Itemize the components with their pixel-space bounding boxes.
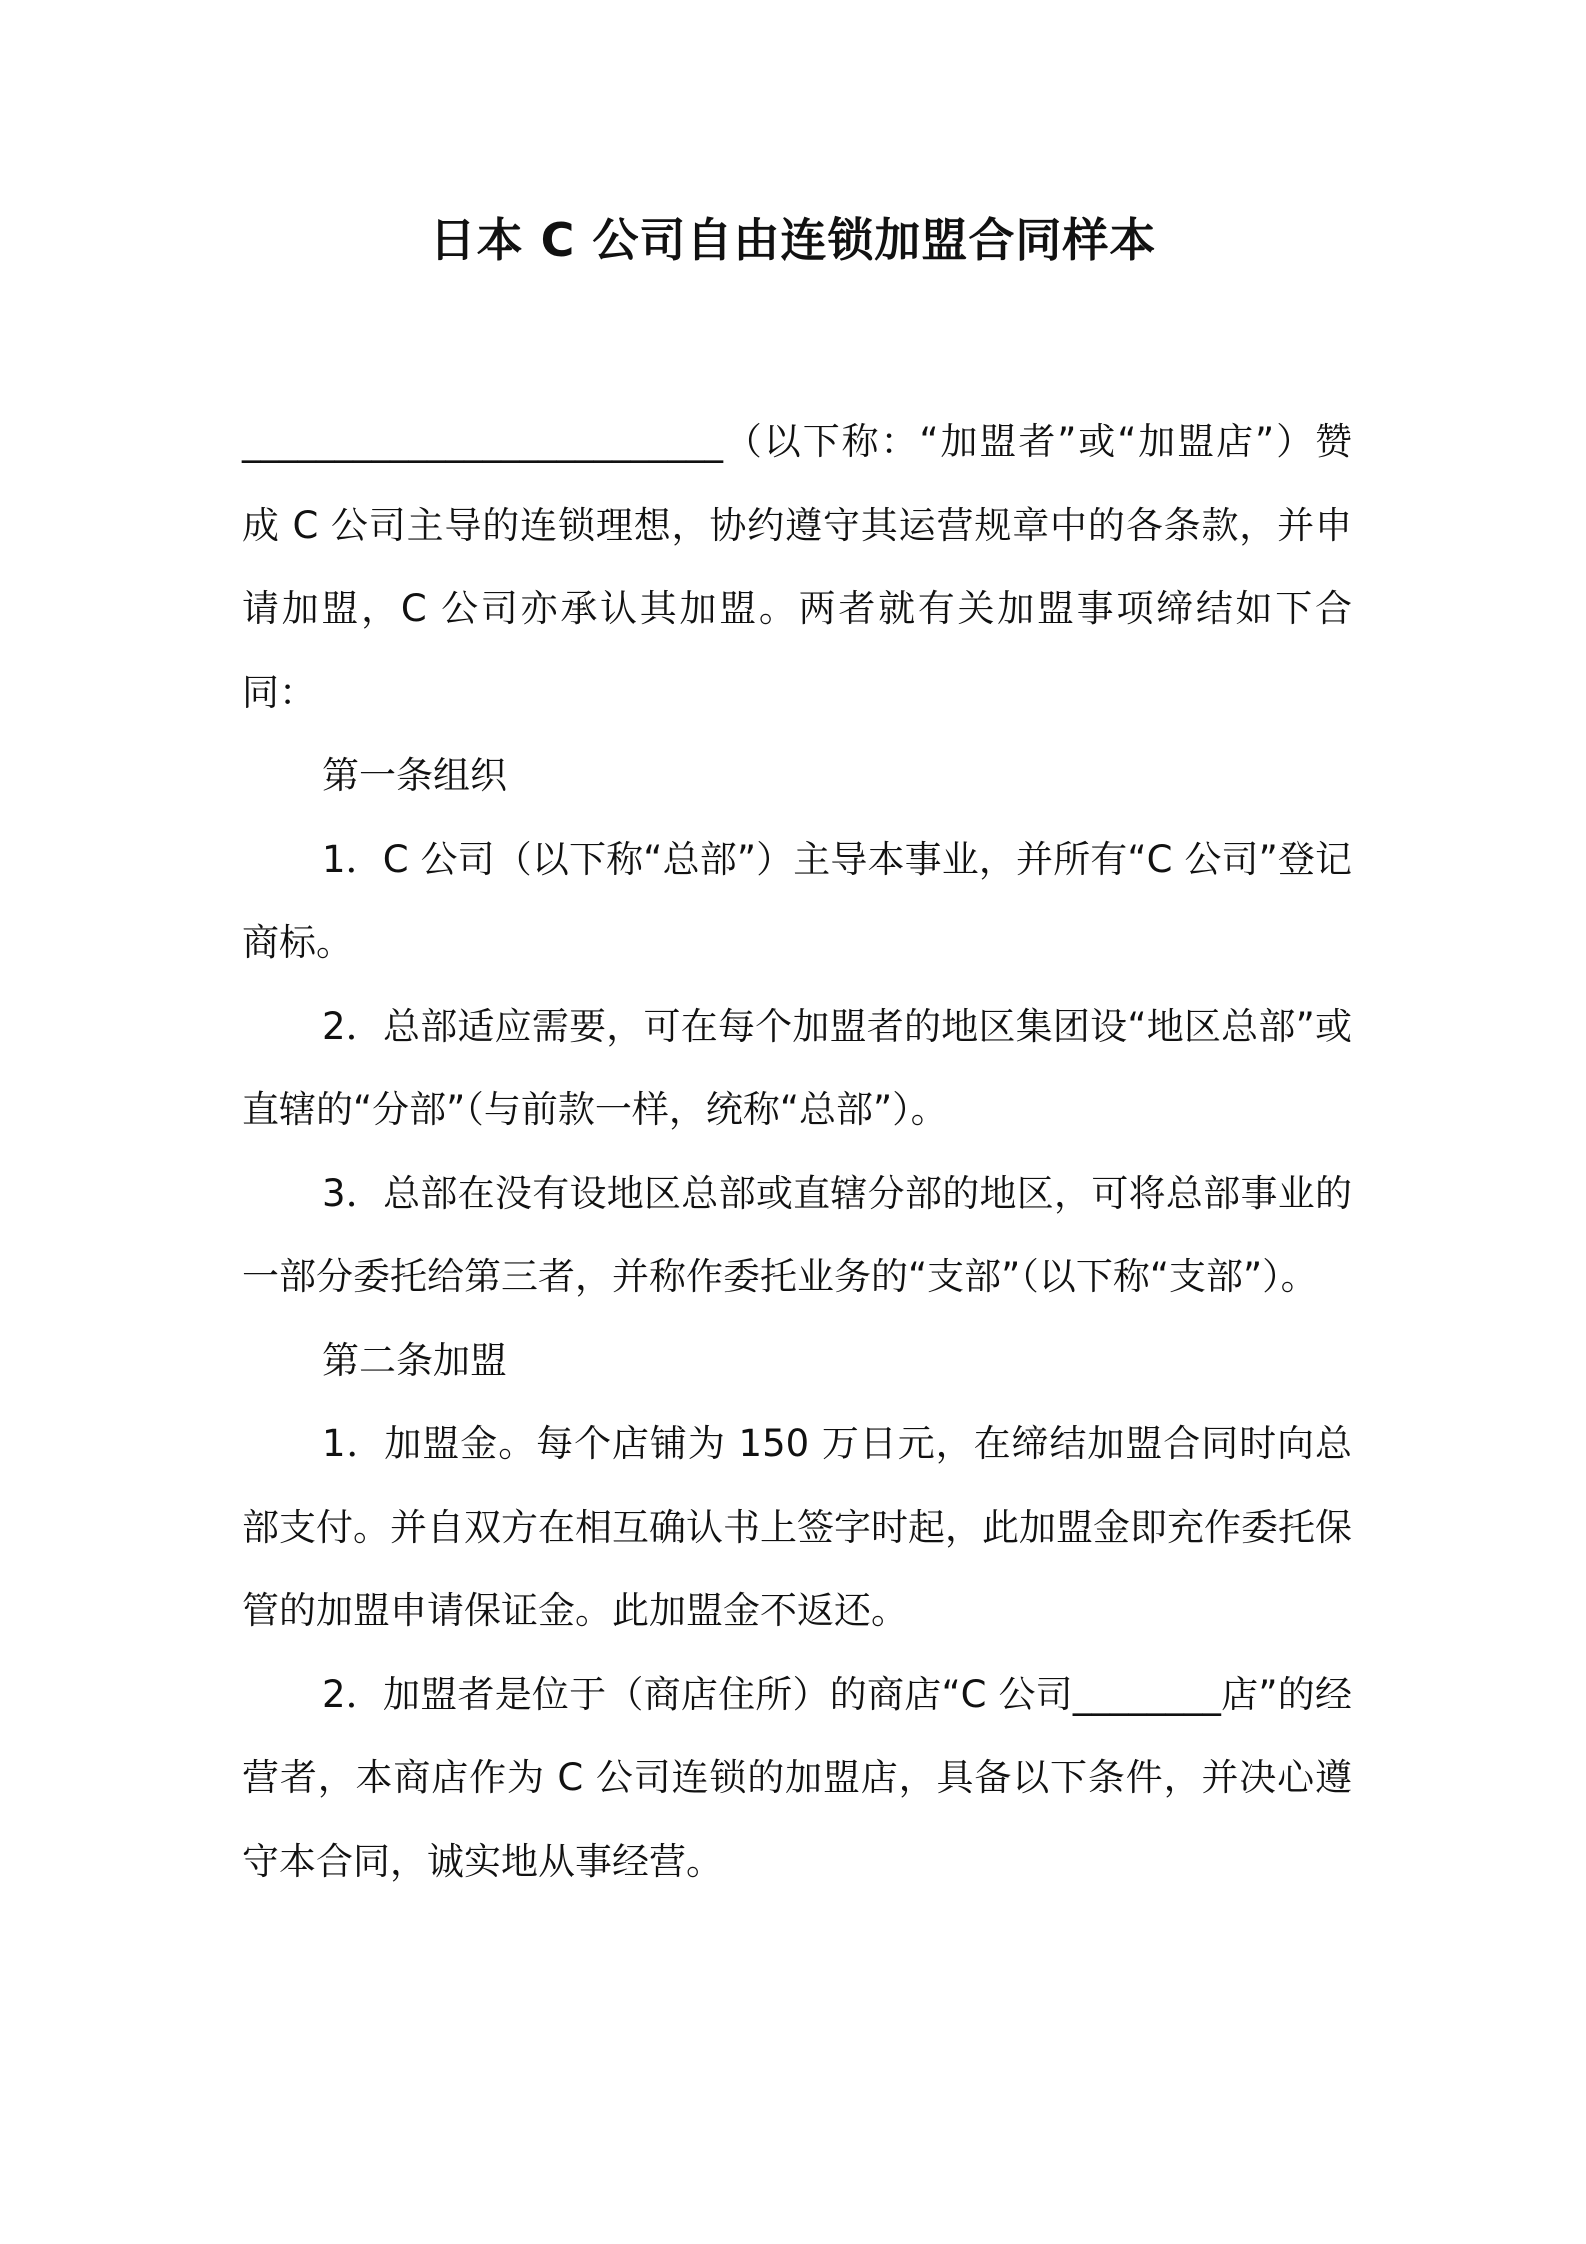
- article-2-heading: 第二条加盟: [322, 1338, 507, 1382]
- article-2-clause-2: 2．加盟者是位于（商店住所）的商店“C 公司________店”的经营者，本商店作为 C 公司连锁的加盟店，具备以下条件，并决心遵守本合同，诚实地从事经营。: [242, 1672, 1352, 1883]
- article-1-heading: 第一条组织: [322, 754, 507, 797]
- article-1-clause-3: 3．总部在没有设地区总部或直辖分部的地区，可将总部事业的一部分委托给第三者，并称作委托业务的“支部”（以下称“支部”）。: [242, 1171, 1352, 1298]
- document-body: [242, 400, 1352, 1903]
- article-1-clause-1: 1．C 公司（以下称“总部”）主导本事业，并所有“C 公司”登记商标。: [242, 837, 1352, 964]
- article-1-clause-2: 2．总部适应需要，可在每个加盟者的地区集团设“地区总部”或直辖的“分部”（与前款一样，统称“总部”）。: [242, 1004, 1352, 1131]
- article-2-clause-1: 1．加盟金。每个店铺为 150 万日元，在缔结加盟合同时向总部支付。并自双方在相互确认书上签字时起，此加盟金即充作委托保管的加盟申请保证金。此加盟金不返还。: [242, 1422, 1352, 1632]
- preamble-paragraph: __________________________（以下称：“加盟者”或“加盟店”）赞成 C 公司主导的连锁理想，协约遵守其运营规章中的各条款，并申请加盟，C 公司亦承认其加盟。两者就有关加盟事项缔结如下合同：: [242, 420, 1352, 714]
- document-title: 日本 C 公司自由连锁加盟合同样本: [429, 213, 1157, 267]
